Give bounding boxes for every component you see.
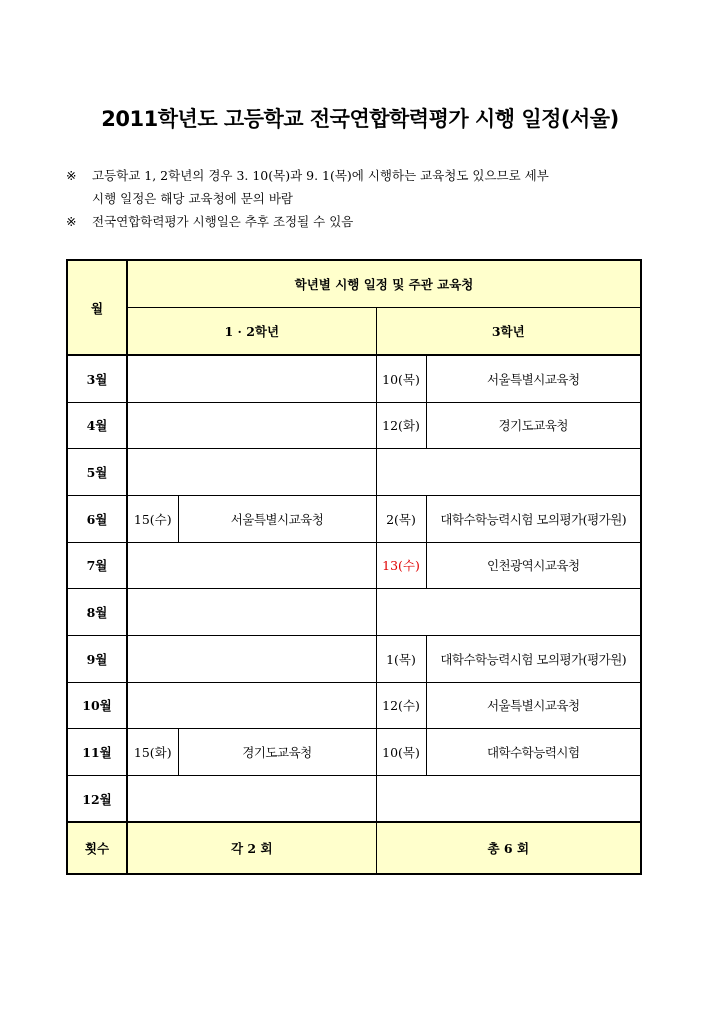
footer-g3: 총 6 회 xyxy=(376,822,641,874)
month-cell: 6월 xyxy=(67,495,127,542)
g12-empty-cell xyxy=(127,589,376,636)
month-cell: 11월 xyxy=(67,729,127,776)
g3-date-cell: 1(목) xyxy=(376,635,426,682)
table-row xyxy=(67,775,641,822)
g3-date-cell: 2(목) xyxy=(376,495,426,542)
g3-date-cell: 13(수) xyxy=(376,542,426,589)
g3-org-cell: 대학수학능력시험 모의평가(평가원) xyxy=(426,635,641,682)
table-row xyxy=(67,402,641,449)
g12-empty-cell xyxy=(127,355,376,402)
month-cell: 9월 xyxy=(67,635,127,682)
note-2 xyxy=(66,210,666,233)
note-mark: ※ xyxy=(66,214,77,229)
schedule-table xyxy=(66,259,642,875)
g12-date-cell: 15(수) xyxy=(127,495,178,542)
g12-empty-cell xyxy=(127,775,376,822)
footer-label: 횟수 xyxy=(67,822,127,874)
g3-empty-cell xyxy=(376,449,641,496)
table-row xyxy=(67,589,641,636)
grade3-header: 3학년 xyxy=(376,308,641,356)
g12-empty-cell xyxy=(127,682,376,729)
g12-date-cell: 15(화) xyxy=(127,729,178,776)
g3-org-cell: 경기도교육청 xyxy=(426,402,641,449)
g12-empty-cell xyxy=(127,542,376,589)
g3-date-cell: 10(목) xyxy=(376,355,426,402)
notes xyxy=(66,164,666,233)
main-header: 학년별 시행 일정 및 주관 교육청 xyxy=(127,260,641,308)
g3-org-cell: 대학수학능력시험 모의평가(평가원) xyxy=(426,495,641,542)
footer-g12: 각 2 회 xyxy=(127,822,376,874)
note-1-cont-text: 시행 일정은 해당 교육청에 문의 바람 xyxy=(92,191,293,206)
g3-org-cell: 인천광역시교육청 xyxy=(426,542,641,589)
month-cell: 10월 xyxy=(67,682,127,729)
table-row xyxy=(67,729,641,776)
g3-org-cell: 서울특별시교육청 xyxy=(426,355,641,402)
month-cell: 4월 xyxy=(67,402,127,449)
g12-org-cell: 경기도교육청 xyxy=(178,729,376,776)
table-row xyxy=(67,355,641,402)
g3-date-cell: 10(목) xyxy=(376,729,426,776)
note-mark: ※ xyxy=(66,168,77,183)
g12-empty-cell xyxy=(127,402,376,449)
month-header: 월 xyxy=(67,260,127,355)
g12-empty-cell xyxy=(127,635,376,682)
note-2-text: 전국연합학력평가 시행일은 추후 조정될 수 있음 xyxy=(92,214,354,229)
g3-org-cell: 대학수학능력시험 xyxy=(426,729,641,776)
month-cell: 5월 xyxy=(67,449,127,496)
month-cell: 8월 xyxy=(67,589,127,636)
table-row xyxy=(67,449,641,496)
month-cell: 3월 xyxy=(67,355,127,402)
page-title: 2011학년도 고등학교 전국연합학력평가 시행 일정(서울) xyxy=(101,107,619,131)
g3-date-cell: 12(수) xyxy=(376,682,426,729)
grade12-header: 1 · 2학년 xyxy=(127,308,376,356)
note-1-cont xyxy=(66,187,666,210)
g3-date-cell: 12(화) xyxy=(376,402,426,449)
note-1 xyxy=(66,164,666,187)
month-cell: 7월 xyxy=(67,542,127,589)
g3-org-cell: 서울특별시교육청 xyxy=(426,682,641,729)
note-1-text: 고등학교 1, 2학년의 경우 3. 10(목)과 9. 1(목)에 시행하는 교육청도 있으므로 세부 xyxy=(92,168,549,183)
g12-org-cell: 서울특별시교육청 xyxy=(178,495,376,542)
g12-empty-cell xyxy=(127,449,376,496)
g3-empty-cell xyxy=(376,775,641,822)
table-row xyxy=(67,542,641,589)
g3-empty-cell xyxy=(376,589,641,636)
table-row xyxy=(67,635,641,682)
footer-row xyxy=(67,822,641,874)
table-row xyxy=(67,495,641,542)
table-row xyxy=(67,682,641,729)
month-cell: 12월 xyxy=(67,775,127,822)
